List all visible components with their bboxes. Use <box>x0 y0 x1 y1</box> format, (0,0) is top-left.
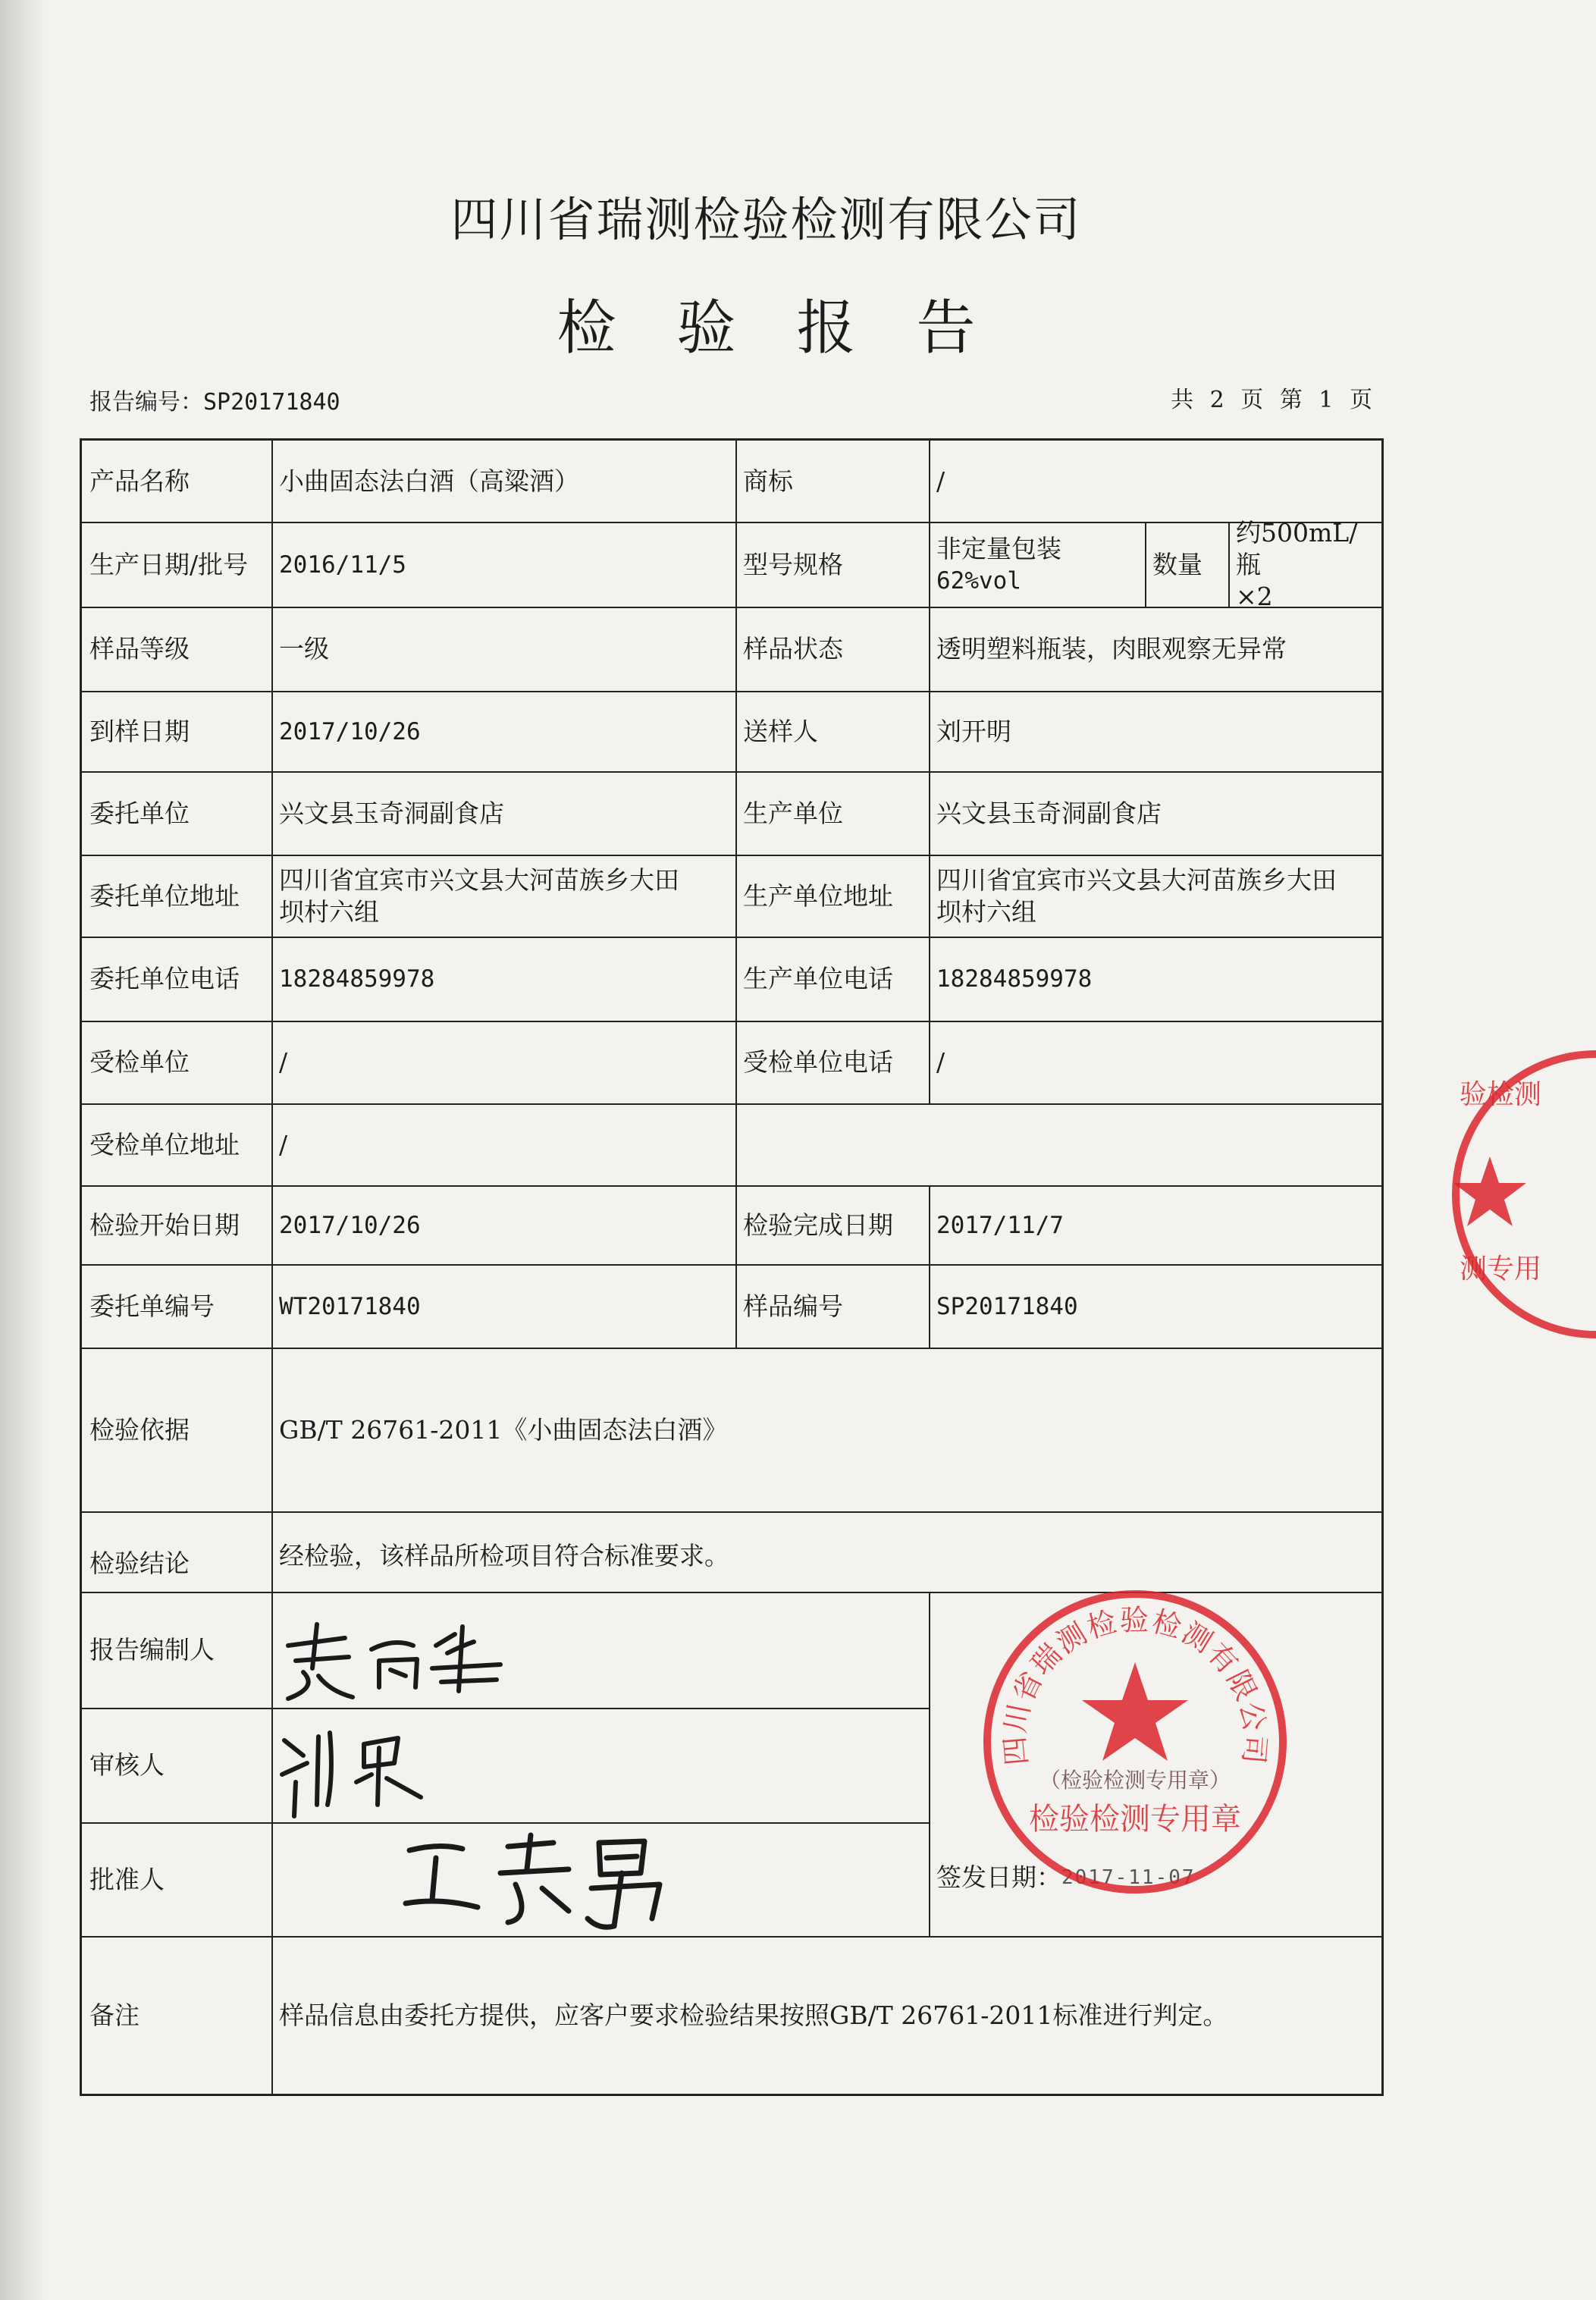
value-producer-address <box>930 855 1381 937</box>
label-producer-address: 生产单位地址 <box>743 880 893 911</box>
label-client-phone: 委托单位电话 <box>89 964 240 993</box>
label-model-spec: 型号规格 <box>743 549 843 579</box>
label-producer-phone: 生产单位电话 <box>743 964 893 993</box>
value-quantity <box>1230 517 1381 611</box>
label-production-date: 生产日期/批号 <box>89 549 249 579</box>
label-remark: 备注 <box>89 2000 140 2030</box>
value-order-number: WT20171840 <box>279 1292 421 1320</box>
producer-address-line-1: 四川省宜宾市兴文县大河苗族乡大田 <box>936 864 1337 895</box>
value-trademark: / <box>936 466 945 496</box>
model-spec-line-1: 非定量包装 <box>936 533 1061 563</box>
value-client-address <box>273 855 735 937</box>
label-product-name: 产品名称 <box>89 466 190 496</box>
label-inspected-address: 受检单位地址 <box>89 1129 240 1159</box>
label-inspected-phone: 受检单位电话 <box>743 1047 893 1077</box>
label-sample-grade: 样品等级 <box>89 634 190 664</box>
client-address-line-1: 四川省宜宾市兴文县大河苗族乡大田 <box>279 864 679 895</box>
client-address-line-2: 坝村六组 <box>279 896 379 927</box>
value-client-phone: 18284859978 <box>279 965 435 993</box>
value-model-spec <box>930 522 1145 607</box>
page-info: 共 2 页 第 1 页 <box>1171 387 1377 413</box>
value-remark: 样品信息由委托方提供，应客户要求检验结果按照GB/T 26761-2011标准进行判定。 <box>279 2000 1228 2030</box>
label-compiler: 报告编制人 <box>89 1635 215 1665</box>
value-production-date: 2016/11/5 <box>279 551 406 579</box>
model-spec-line-2: 62%vol <box>936 566 1021 595</box>
label-end-date: 检验完成日期 <box>743 1210 893 1240</box>
company-name: 四川省瑞测检验检测有限公司 <box>450 192 1082 247</box>
value-sample-state: 透明塑料瓶装，肉眼观察无异常 <box>936 634 1287 664</box>
value-inspected-unit: / <box>279 1047 288 1077</box>
label-approver: 批准人 <box>89 1864 165 1894</box>
report-title: 检验报告 <box>557 294 1036 362</box>
value-inspected-phone: / <box>936 1047 945 1077</box>
label-sender: 送样人 <box>743 716 818 746</box>
value-sample-grade: 一级 <box>279 634 329 664</box>
label-test-basis: 检验依据 <box>89 1414 190 1445</box>
compiler-signature <box>273 1615 516 1706</box>
edge-seal <box>1444 1043 1596 1346</box>
label-client-address: 委托单位地址 <box>89 880 240 911</box>
official-seal <box>972 1579 1298 1905</box>
seal-bottom-text: 检验检测专用章 <box>1029 1802 1241 1837</box>
value-start-date: 2017/10/26 <box>279 1211 421 1239</box>
issue-date-value: 2017-11-07 <box>1061 1866 1196 1889</box>
label-quantity: 数量 <box>1152 549 1202 579</box>
label-trademark: 商标 <box>743 466 793 496</box>
approver-signature <box>394 1828 698 1934</box>
value-arrival-date: 2017/10/26 <box>279 717 421 745</box>
report-number-label: 报告编号： <box>89 389 203 416</box>
label-client: 委托单位 <box>89 798 190 828</box>
seal-inner-text: （检验检测专用章） <box>1039 1768 1231 1793</box>
label-inspected-unit: 受检单位 <box>89 1047 190 1077</box>
value-test-basis: GB/T 26761-2011《小曲固态法白酒》 <box>279 1414 728 1445</box>
quantity-line-2: ×2 <box>1236 581 1273 611</box>
edge-seal-top-text: 验检测 <box>1460 1079 1542 1110</box>
label-arrival-date: 到样日期 <box>89 716 190 746</box>
reviewer-signature <box>273 1721 440 1820</box>
value-sample-number: SP20171840 <box>936 1292 1078 1320</box>
seal-ring-text: 四川省瑞测检验检测有限公司 <box>997 1603 1273 1767</box>
value-producer: 兴文县玉奇洞副食店 <box>936 798 1162 828</box>
label-order-number: 委托单编号 <box>89 1291 215 1321</box>
report-number-value: SP20171840 <box>203 389 340 416</box>
label-sample-state: 样品状态 <box>743 634 843 664</box>
report-number <box>89 383 340 416</box>
value-conclusion: 经检验，该样品所检项目符合标准要求。 <box>279 1540 729 1570</box>
producer-address-line-2: 坝村六组 <box>936 896 1036 927</box>
value-end-date: 2017/11/7 <box>936 1211 1064 1239</box>
edge-seal-bottom-text: 测专用 <box>1460 1254 1542 1285</box>
label-start-date: 检验开始日期 <box>89 1210 240 1240</box>
value-producer-phone: 18284859978 <box>936 965 1093 993</box>
issue-date-label: 签发日期： <box>936 1862 1061 1892</box>
label-producer: 生产单位 <box>743 798 843 828</box>
label-sample-number: 样品编号 <box>743 1291 843 1321</box>
value-client: 兴文县玉奇洞副食店 <box>279 798 504 828</box>
quantity-line-1: 约500mL/瓶 <box>1236 517 1358 579</box>
label-conclusion: 检验结论 <box>89 1548 190 1578</box>
value-product-name: 小曲固态法白酒（高粱酒） <box>279 466 579 496</box>
value-inspected-address: / <box>279 1129 288 1159</box>
value-sender: 刘开明 <box>936 716 1011 746</box>
label-reviewer: 审核人 <box>89 1750 165 1780</box>
